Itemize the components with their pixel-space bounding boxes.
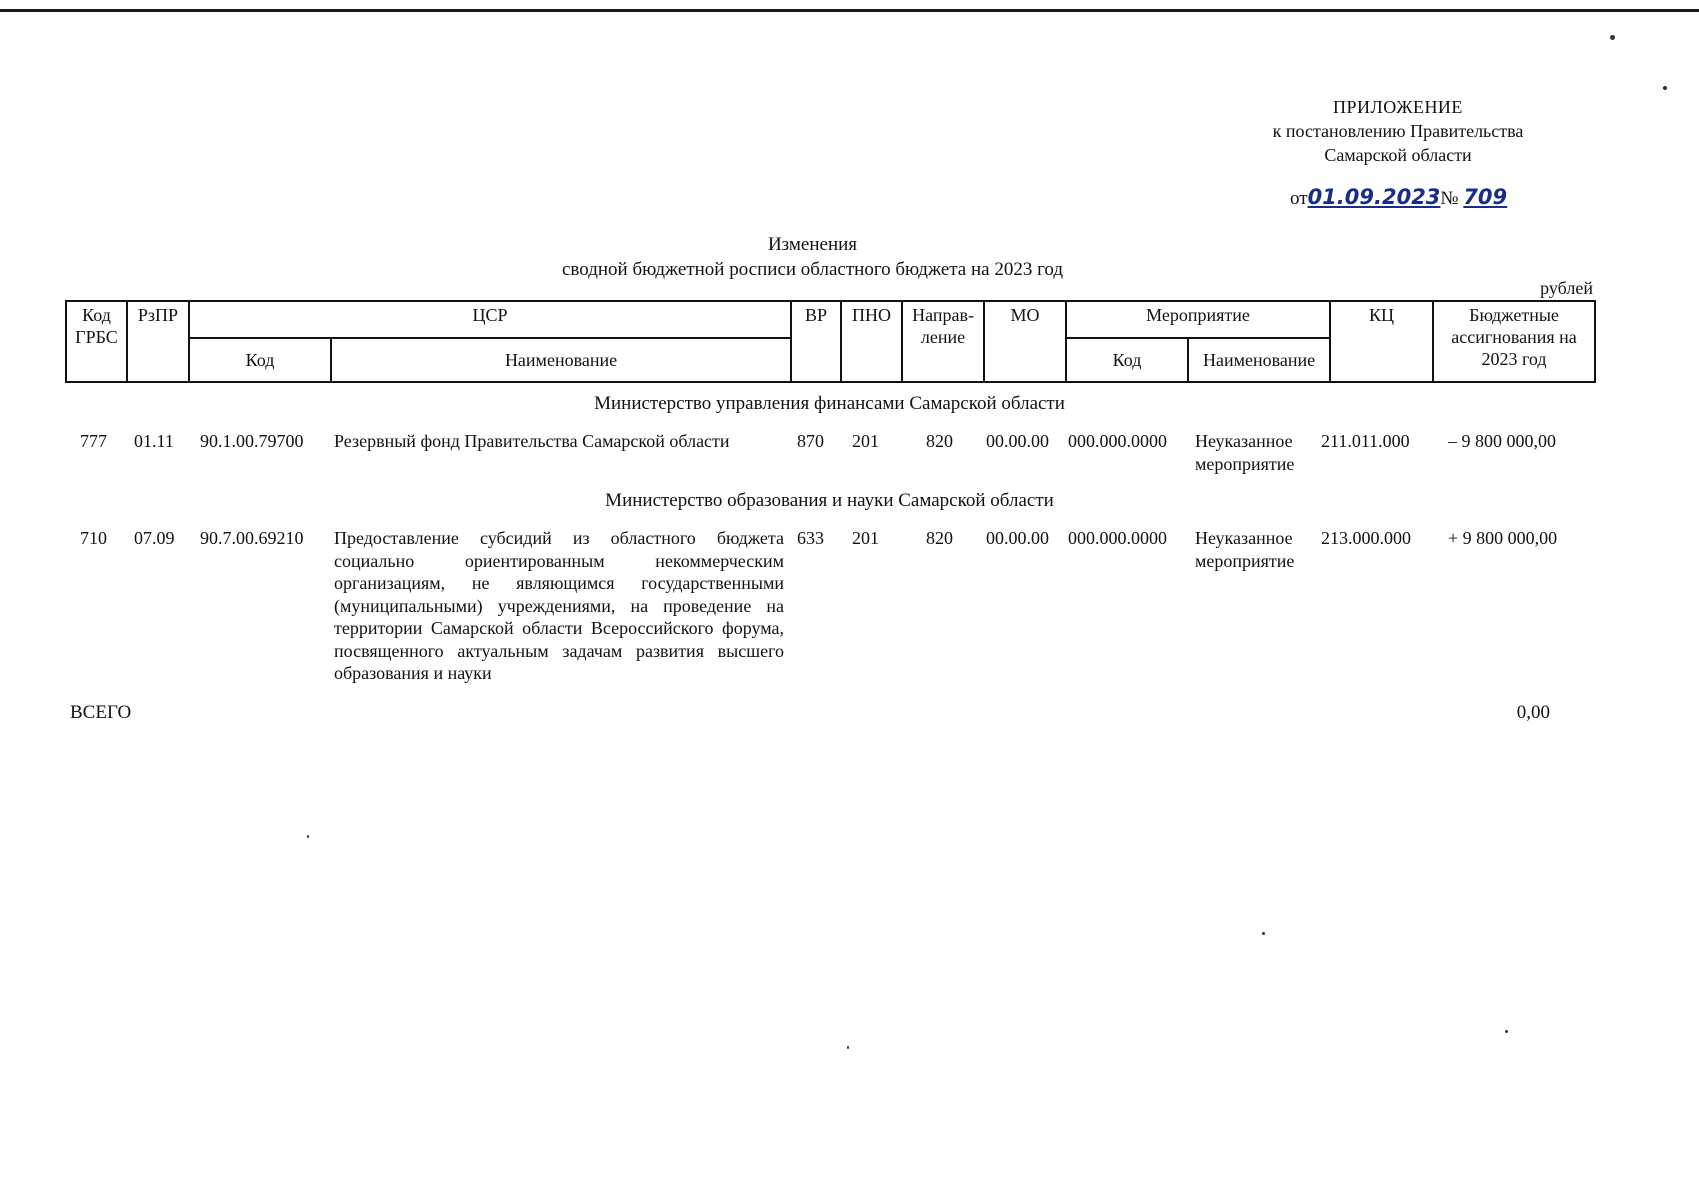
cell-grbs: 710 <box>80 528 107 548</box>
appendix-line-2: Самарской области <box>1324 145 1472 165</box>
cell-pno: 201 <box>852 528 879 548</box>
appendix-block <box>1230 95 1566 167</box>
header-direction: Направ-ление <box>902 301 984 382</box>
cell-csr-name: Предоставление субсидий из областного бюджета социально ориентированным некоммерческим организациям, не являющимся государственными (муниципальными) учреждениями, на проведение на территории Самарской области Всероссийского форума, посвященного актуальным задачам развития высшего образования и науки <box>334 528 784 683</box>
cell-kc: 213.000.000 <box>1321 528 1411 548</box>
date-prefix: от <box>1290 188 1308 209</box>
header-vr: ВР <box>791 301 841 382</box>
cell-vr: 633 <box>797 528 824 548</box>
section-title: Министерство управления финансами Самарской области <box>594 393 1065 414</box>
cell-rzpr: 01.11 <box>134 431 174 451</box>
scan-speck <box>1663 86 1667 90</box>
header-mo: МО <box>984 301 1066 382</box>
cell-event-name: Неуказанное мероприятие <box>1195 431 1295 474</box>
cell-csr-code: 90.1.00.79700 <box>200 431 304 451</box>
cell-event-code: 000.000.0000 <box>1068 528 1167 548</box>
cell-direction: 820 <box>926 431 953 451</box>
cell-grbs: 777 <box>80 431 107 451</box>
number-prefix: № <box>1440 188 1459 209</box>
header-event: Мероприятие <box>1066 301 1330 338</box>
document-subtitle: сводной бюджетной росписи областного бюджета на 2023 год <box>561 259 1064 280</box>
handwritten-date: 01.09.2023 <box>1307 185 1441 209</box>
header-rzpr: РзПР <box>127 301 189 382</box>
header-csr-code: Код <box>189 338 331 382</box>
scan-speck <box>1262 932 1265 935</box>
appendix-line-1: к постановлению Правительства <box>1272 121 1524 141</box>
header-grbs-code: Код ГРБС <box>66 301 127 382</box>
total-label: ВСЕГО <box>70 702 132 723</box>
cell-event-name: Неуказанное мероприятие <box>1195 528 1295 571</box>
document-title: Изменения <box>767 234 858 255</box>
top-border-line <box>0 9 1699 12</box>
cell-kc: 211.011.000 <box>1321 431 1410 451</box>
scan-speck <box>307 835 309 838</box>
header-csr-name: Наименование <box>331 338 791 382</box>
appendix-title: ПРИЛОЖЕНИЕ <box>1333 97 1463 117</box>
cell-mo: 00.00.00 <box>986 431 1049 451</box>
cell-csr-name: Резервный фонд Правительства Самарской области <box>334 431 730 451</box>
section-title: Министерство образования и науки Самарской области <box>605 490 1054 511</box>
cell-rzpr: 07.09 <box>134 528 175 548</box>
header-kc: КЦ <box>1330 301 1433 382</box>
budget-table-header <box>65 300 1596 383</box>
scan-speck <box>1505 1030 1508 1033</box>
document-title-block <box>500 232 1125 282</box>
cell-amount: + 9 800 000,00 <box>1448 528 1558 548</box>
cell-pno: 201 <box>852 431 879 451</box>
cell-mo: 00.00.00 <box>986 528 1049 548</box>
cell-amount: – 9 800 000,00 <box>1448 431 1556 451</box>
header-csr: ЦСР <box>189 301 791 338</box>
header-event-name: Наименование <box>1188 338 1330 382</box>
handwritten-number: 709 <box>1463 185 1508 209</box>
cell-vr: 870 <box>797 431 824 451</box>
scan-speck <box>1610 35 1615 40</box>
header-event-code: Код <box>1066 338 1188 382</box>
units-label: рублей <box>1540 278 1593 298</box>
cell-event-code: 000.000.0000 <box>1068 431 1167 451</box>
scan-speck <box>847 1046 849 1049</box>
total-value: 0,00 <box>1516 702 1550 723</box>
resolution-date-number <box>1290 185 1507 210</box>
cell-csr-code: 90.7.00.69210 <box>200 528 304 548</box>
header-budget: Бюджетные ассигнования на 2023 год <box>1433 301 1595 382</box>
cell-direction: 820 <box>926 528 953 548</box>
header-pno: ПНО <box>841 301 902 382</box>
